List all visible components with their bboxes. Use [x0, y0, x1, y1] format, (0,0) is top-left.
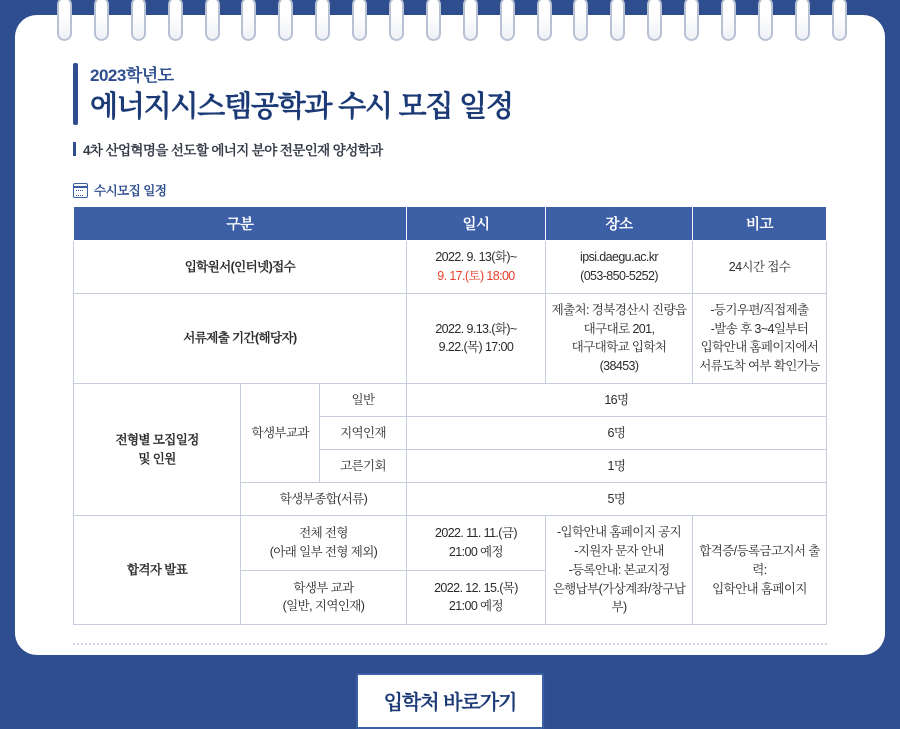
admission-quota-label-2: 및 인원: [138, 451, 176, 466]
binder-ring-icon: [721, 0, 736, 41]
subtitle-row: [73, 139, 827, 159]
column-header-place: 장소: [546, 207, 693, 241]
binder-ring-icon: [684, 0, 699, 41]
binder-ring-icon: [795, 0, 810, 41]
cell-application-date: [406, 241, 545, 294]
column-header-datetime: 일시: [406, 207, 545, 241]
document-address-4: (38453): [599, 359, 639, 374]
subtype-local-talent: 지역인재: [320, 416, 407, 449]
binder-ring-icon: [573, 0, 588, 41]
row-label-document-submission: 서류제출 기간(해당자): [74, 293, 407, 383]
application-date-end: 9. 17.(토) 18:00: [437, 269, 515, 284]
binder-ring-icon: [241, 0, 256, 41]
result-type-all: [241, 516, 407, 570]
poster-card: [15, 15, 885, 715]
table-row: [74, 241, 827, 294]
binder-rings: [57, 0, 847, 43]
document-date-end: 9.22.(목) 17:00: [438, 340, 514, 355]
binder-ring-icon: [758, 0, 773, 41]
dotted-divider: [73, 643, 827, 645]
cell-application-note: 24시간 접수: [692, 241, 826, 294]
section-label: 수시모집 일정: [94, 184, 167, 199]
subtitle-accent-bar: [73, 142, 76, 156]
binder-ring-icon: [463, 0, 478, 41]
binder-ring-icon: [278, 0, 293, 41]
result-place: [546, 516, 693, 625]
header-accent-bar: [73, 63, 78, 125]
result-type-subject: [241, 570, 407, 624]
result-date-all-line-2: 21:00 예정: [448, 545, 504, 560]
document-note-3: 입학안내 홈페이지에서: [700, 340, 819, 355]
quota-general: 16명: [406, 383, 826, 416]
result-date-all: [406, 516, 545, 570]
application-site: ipsi.daegu.ac.kr: [580, 250, 658, 265]
binder-ring-icon: [389, 0, 404, 41]
binder-ring-icon: [500, 0, 515, 41]
result-date-subject: [406, 570, 545, 624]
result-date-all-line-1: 2022. 11. 11.(금): [434, 526, 517, 541]
subtype-general: 일반: [320, 383, 407, 416]
schedule-table: [73, 206, 827, 625]
document-date-start: 2022. 9.13.(화)~: [435, 321, 517, 336]
row-label-result-announcement: 합격자 발표: [74, 516, 241, 625]
group-label-subject-record: 학생부교과: [241, 383, 320, 482]
result-note-line-2: 입학안내 홈페이지: [712, 581, 807, 596]
document-note-2: -발송 후 3~4일부터: [710, 321, 809, 336]
row-label-application: 입학원서(인터넷)접수: [74, 241, 407, 294]
application-date-start: 2022. 9. 13(화)~: [435, 250, 517, 265]
result-place-line-4: 은행납부(가상계좌/창구납부): [552, 581, 686, 615]
quota-equal-opportunity: 1명: [406, 450, 826, 483]
binder-ring-icon: [537, 0, 552, 41]
result-date-subject-line-1: 2022. 12. 15.(목): [434, 580, 518, 595]
calendar-icon: [73, 183, 88, 198]
academic-year: 2023학년도: [90, 66, 174, 85]
result-type-subject-line-1: 학생부 교과: [293, 580, 354, 595]
column-header-note: 비고: [692, 207, 826, 241]
result-type-all-line-2: (아래 일부 전형 제외): [269, 545, 378, 560]
result-place-line-3: -등록안내: 본교지정: [568, 562, 670, 577]
binder-ring-icon: [832, 0, 847, 41]
binder-ring-icon: [131, 0, 146, 41]
result-type-all-line-1: 전체 전형: [299, 526, 348, 541]
cell-application-place: [546, 241, 693, 294]
binder-ring-icon: [647, 0, 662, 41]
result-place-line-1: -입학안내 홈페이지 공지: [556, 525, 682, 540]
quota-comprehensive: 5명: [406, 483, 826, 516]
page-subtitle: 4차 산업혁명을 선도할 에너지 분야 전문인재 양성학과: [83, 143, 383, 159]
result-type-subject-line-2: (일반, 지역인재): [282, 599, 365, 614]
application-phone: (053-850-5252): [580, 269, 658, 284]
column-header-category: 구분: [74, 207, 407, 241]
quota-local-talent: 6명: [406, 416, 826, 449]
document-address-1: 제출처: 경북경산시 진량읍: [551, 302, 687, 317]
admission-quota-label-1: 전형별 모집일정: [115, 432, 199, 447]
table-header-row: [74, 207, 827, 241]
document-note-1: -등기우편/직접제출: [710, 302, 809, 317]
page-title: 에너지시스템공학과 수시 모집 일정: [90, 91, 513, 124]
cta-area: [73, 673, 827, 729]
binder-ring-icon: [352, 0, 367, 41]
subtype-equal-opportunity: 고른기회: [320, 450, 407, 483]
row-label-admission-quota: [74, 383, 241, 516]
binder-ring-icon: [57, 0, 72, 41]
table-row: [74, 516, 827, 570]
cell-document-date: [406, 293, 545, 383]
binder-ring-icon: [426, 0, 441, 41]
document-address-3: 대구대학교 입학처: [571, 340, 667, 355]
group-label-comprehensive: 학생부종합(서류): [241, 483, 407, 516]
result-date-subject-line-2: 21:00 예정: [448, 599, 504, 614]
binder-ring-icon: [610, 0, 625, 41]
cell-document-place: [546, 293, 693, 383]
binder-ring-icon: [94, 0, 109, 41]
section-header: [73, 181, 827, 199]
result-note-line-1: 합격증/등록금고지서 출력:: [699, 544, 820, 577]
table-row: [74, 383, 827, 416]
document-note-4: 서류도착 여부 확인가능: [699, 359, 820, 374]
result-note: [692, 516, 826, 625]
result-place-line-2: -지원자 문자 안내: [574, 544, 664, 559]
binder-ring-icon: [315, 0, 330, 41]
binder-ring-icon: [205, 0, 220, 41]
binder-ring-icon: [168, 0, 183, 41]
document-address-2: 대구대로 201,: [583, 321, 655, 336]
poster-header: [73, 63, 827, 125]
table-row: [74, 293, 827, 383]
admissions-link-button[interactable]: 입학처 바로가기: [356, 673, 545, 729]
cell-document-note: [692, 293, 826, 383]
